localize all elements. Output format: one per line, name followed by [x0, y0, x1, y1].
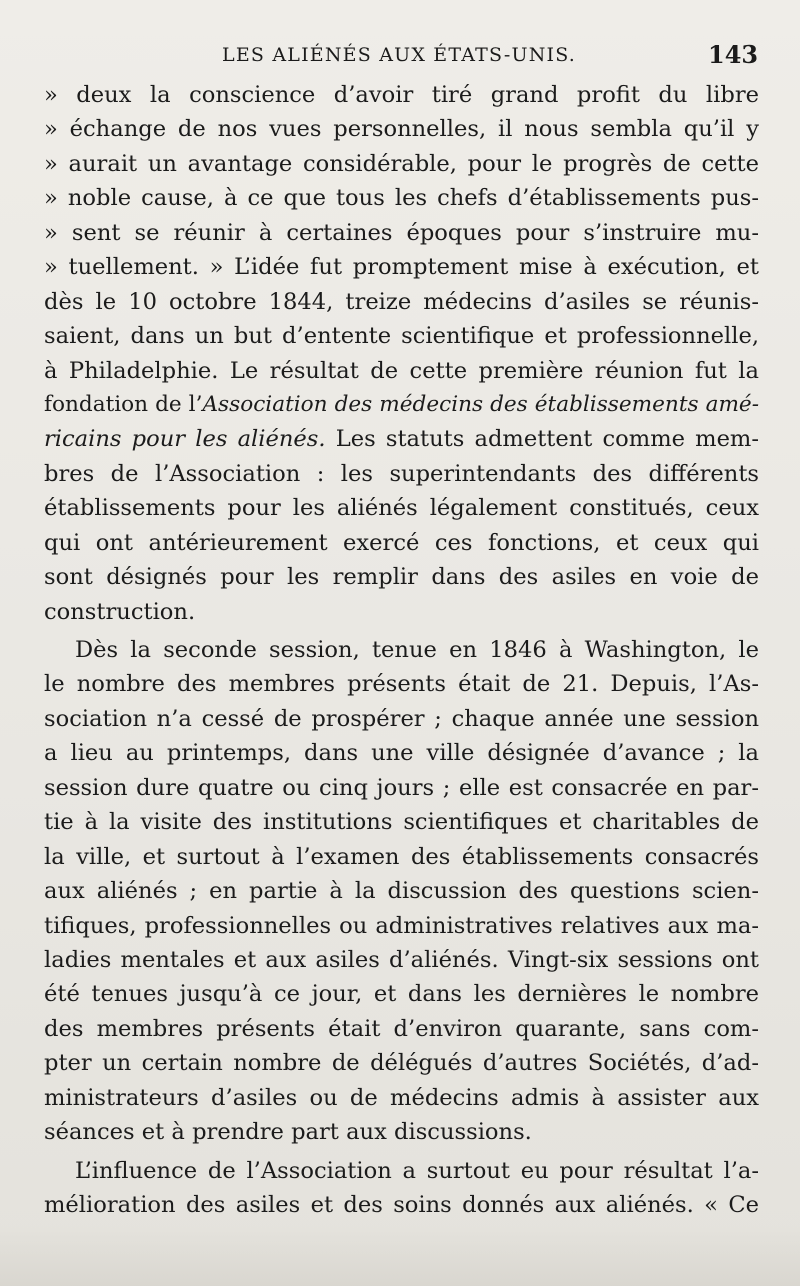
- text-line: établissements pour les aliénés légalement constitués, ceux: [44, 495, 759, 522]
- text-line: mélioration des asiles et des soins donnés aux aliénés. « Ce: [44, 1192, 759, 1218]
- text-line: a lieu au printemps, dans une ville désignée d’avance ; la: [44, 740, 759, 767]
- text-line: » tuellement. » L’idée fut promptement mise à exécution, et: [44, 254, 759, 281]
- running-title: LES ALIÉNÉS AUX ÉTATS-UNIS.: [222, 44, 577, 66]
- text-line: tifiques, professionnelles ou administratives relatives aux ma-: [44, 912, 759, 939]
- text-line: qui ont antérieurement exercé ces fonctions, et ceux qui: [44, 529, 759, 556]
- text-line: construction.: [44, 598, 196, 625]
- text-line: sociation n’a cessé de prospérer ; chaque année une session: [44, 705, 759, 732]
- text-line: aux aliénés ; en partie à la discussion des questions scien-: [44, 878, 759, 905]
- text-line: dès le 10 octobre 1844, treize médecins d’asiles se réunis-: [44, 288, 759, 315]
- paragraph-2: [44, 633, 759, 1150]
- paragraph-3: [44, 1154, 759, 1223]
- text-line: le nombre des membres présents était de 21. Depuis, l’As-: [44, 671, 759, 698]
- text-line: à Philadelphie. Le résultat de cette première réunion fut la: [44, 357, 759, 384]
- page-number: 143: [708, 40, 759, 69]
- text-line: bres de l’Association : les superintendants des différents: [44, 460, 759, 487]
- text-line: saient, dans un but d’entente scientifique et professionnelle,: [44, 323, 759, 350]
- text-line: ministrateurs d’asiles ou de médecins admis à assister aux: [44, 1084, 759, 1111]
- text-line: » échange de nos vues personnelles, il nous sembla qu’il y: [44, 116, 759, 143]
- text-line: » noble cause, à ce que tous les chefs d’établissements pus-: [44, 185, 759, 212]
- text-line: » aurait un avantage considérable, pour le progrès de cette: [44, 150, 759, 177]
- text-line: tie à la visite des institutions scientifiques et charitables de: [44, 809, 759, 836]
- text-line: L’influence de l’Association a surtout eu pour résultat l’a-: [75, 1157, 759, 1184]
- text-line-mixed: [44, 388, 759, 422]
- association-name-italic: ricains pour les aliénés.: [44, 426, 326, 453]
- text-line: » sent se réunir à certaines époques pour s’instruire mu-: [44, 219, 759, 246]
- text-line: la ville, et surtout à l’examen des établissements consacrés: [44, 843, 759, 870]
- text-line: des membres présents était d’environ quarante, sans com-: [44, 1015, 759, 1042]
- text-line: pter un certain nombre de délégués d’autres Sociétés, d’ad-: [44, 1050, 759, 1077]
- association-name-italic: Association des médecins des établissements amé-: [202, 391, 759, 417]
- text-line-mixed: [44, 422, 759, 456]
- paragraph-1: [44, 78, 759, 629]
- page-header: [0, 40, 800, 70]
- page-edge-shadow: [0, 1226, 800, 1286]
- text-line: » deux la conscience d’avoir tiré grand profit du libre: [44, 82, 759, 108]
- body-text: [44, 78, 759, 1222]
- text-run: fondation de l’: [44, 391, 203, 417]
- text-line: Dès la seconde session, tenue en 1846 à Washington, le: [75, 637, 759, 663]
- text-line: séances et à prendre part aux discussions.: [44, 1119, 532, 1146]
- text-line: ladies mentales et aux asiles d’aliénés. Vingt-six sessions ont: [44, 946, 759, 973]
- text-line: sont désignés pour les remplir dans des asiles en voie de: [44, 564, 759, 591]
- text-run: Les statuts admettent comme mem-: [325, 426, 759, 453]
- text-line: session dure quatre ou cinq jours ; elle est consacrée en par-: [44, 774, 759, 801]
- text-line: été tenues jusqu’à ce jour, et dans les dernières le nombre: [44, 981, 759, 1008]
